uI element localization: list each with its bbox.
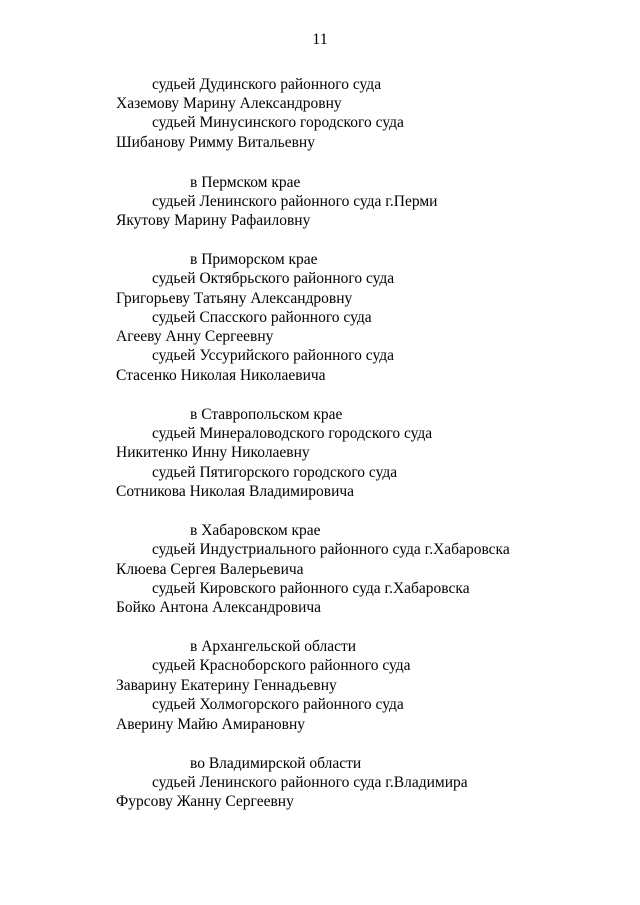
court-line: судьей Пятигорского городского суда xyxy=(152,464,398,481)
judge-name: Фурсову Жанну Сергеевну xyxy=(116,793,294,810)
judge-name: Агееву Анну Сергеевну xyxy=(116,328,274,345)
court-line: судьей Спасского районного суда xyxy=(152,309,372,326)
court-line: судьей Холмогорского районного суда xyxy=(152,696,404,713)
judge-name: Григорьеву Татьяну Александровну xyxy=(116,290,353,307)
court-line: судьей Минераловодского городского суда xyxy=(152,425,433,442)
region-heading: в Хабаровском крае xyxy=(190,522,321,539)
judge-name: Клюева Сергея Валерьевича xyxy=(116,561,304,578)
court-line: судьей Дудинского районного суда xyxy=(152,76,382,93)
region-heading: в Ставропольском крае xyxy=(190,406,343,423)
court-line: судьей Красноборского районного суда xyxy=(152,657,411,674)
court-line: судьей Индустриального районного суда г.Хабаровска xyxy=(152,541,510,558)
region-heading: в Архангельской области xyxy=(190,638,357,655)
judge-name: Аверину Майю Амирановну xyxy=(116,716,306,733)
page-number: 11 xyxy=(312,31,328,48)
court-line: судьей Ленинского районного суда г.Владимира xyxy=(152,774,468,791)
judge-name: Шибанову Римму Витальевну xyxy=(116,134,315,151)
judge-name: Бойко Антона Александровича xyxy=(116,599,322,616)
judge-name: Хаземову Марину Александровну xyxy=(116,95,342,112)
region-heading: в Пермском крае xyxy=(190,174,301,191)
court-line: судьей Минусинского городского суда xyxy=(152,114,404,131)
judge-name: Никитенко Инну Николаевну xyxy=(116,444,310,461)
court-line: судьей Уссурийского районного суда xyxy=(152,347,395,364)
court-line: судьей Ленинского районного суда г.Перми xyxy=(152,193,438,210)
judge-name: Сотникова Николая Владимировича xyxy=(116,483,355,500)
court-line: судьей Кировского районного суда г.Хабаровска xyxy=(152,580,470,597)
judge-name: Заварину Екатерину Геннадьевну xyxy=(116,677,337,694)
region-heading: в Приморском крае xyxy=(190,251,318,268)
judge-name: Якутову Марину Рафаиловну xyxy=(116,212,311,229)
region-heading: во Владимирской области xyxy=(190,755,362,772)
judge-name: Стасенко Николая Николаевича xyxy=(116,367,326,384)
court-line: судьей Октябрьского районного суда xyxy=(152,270,395,287)
